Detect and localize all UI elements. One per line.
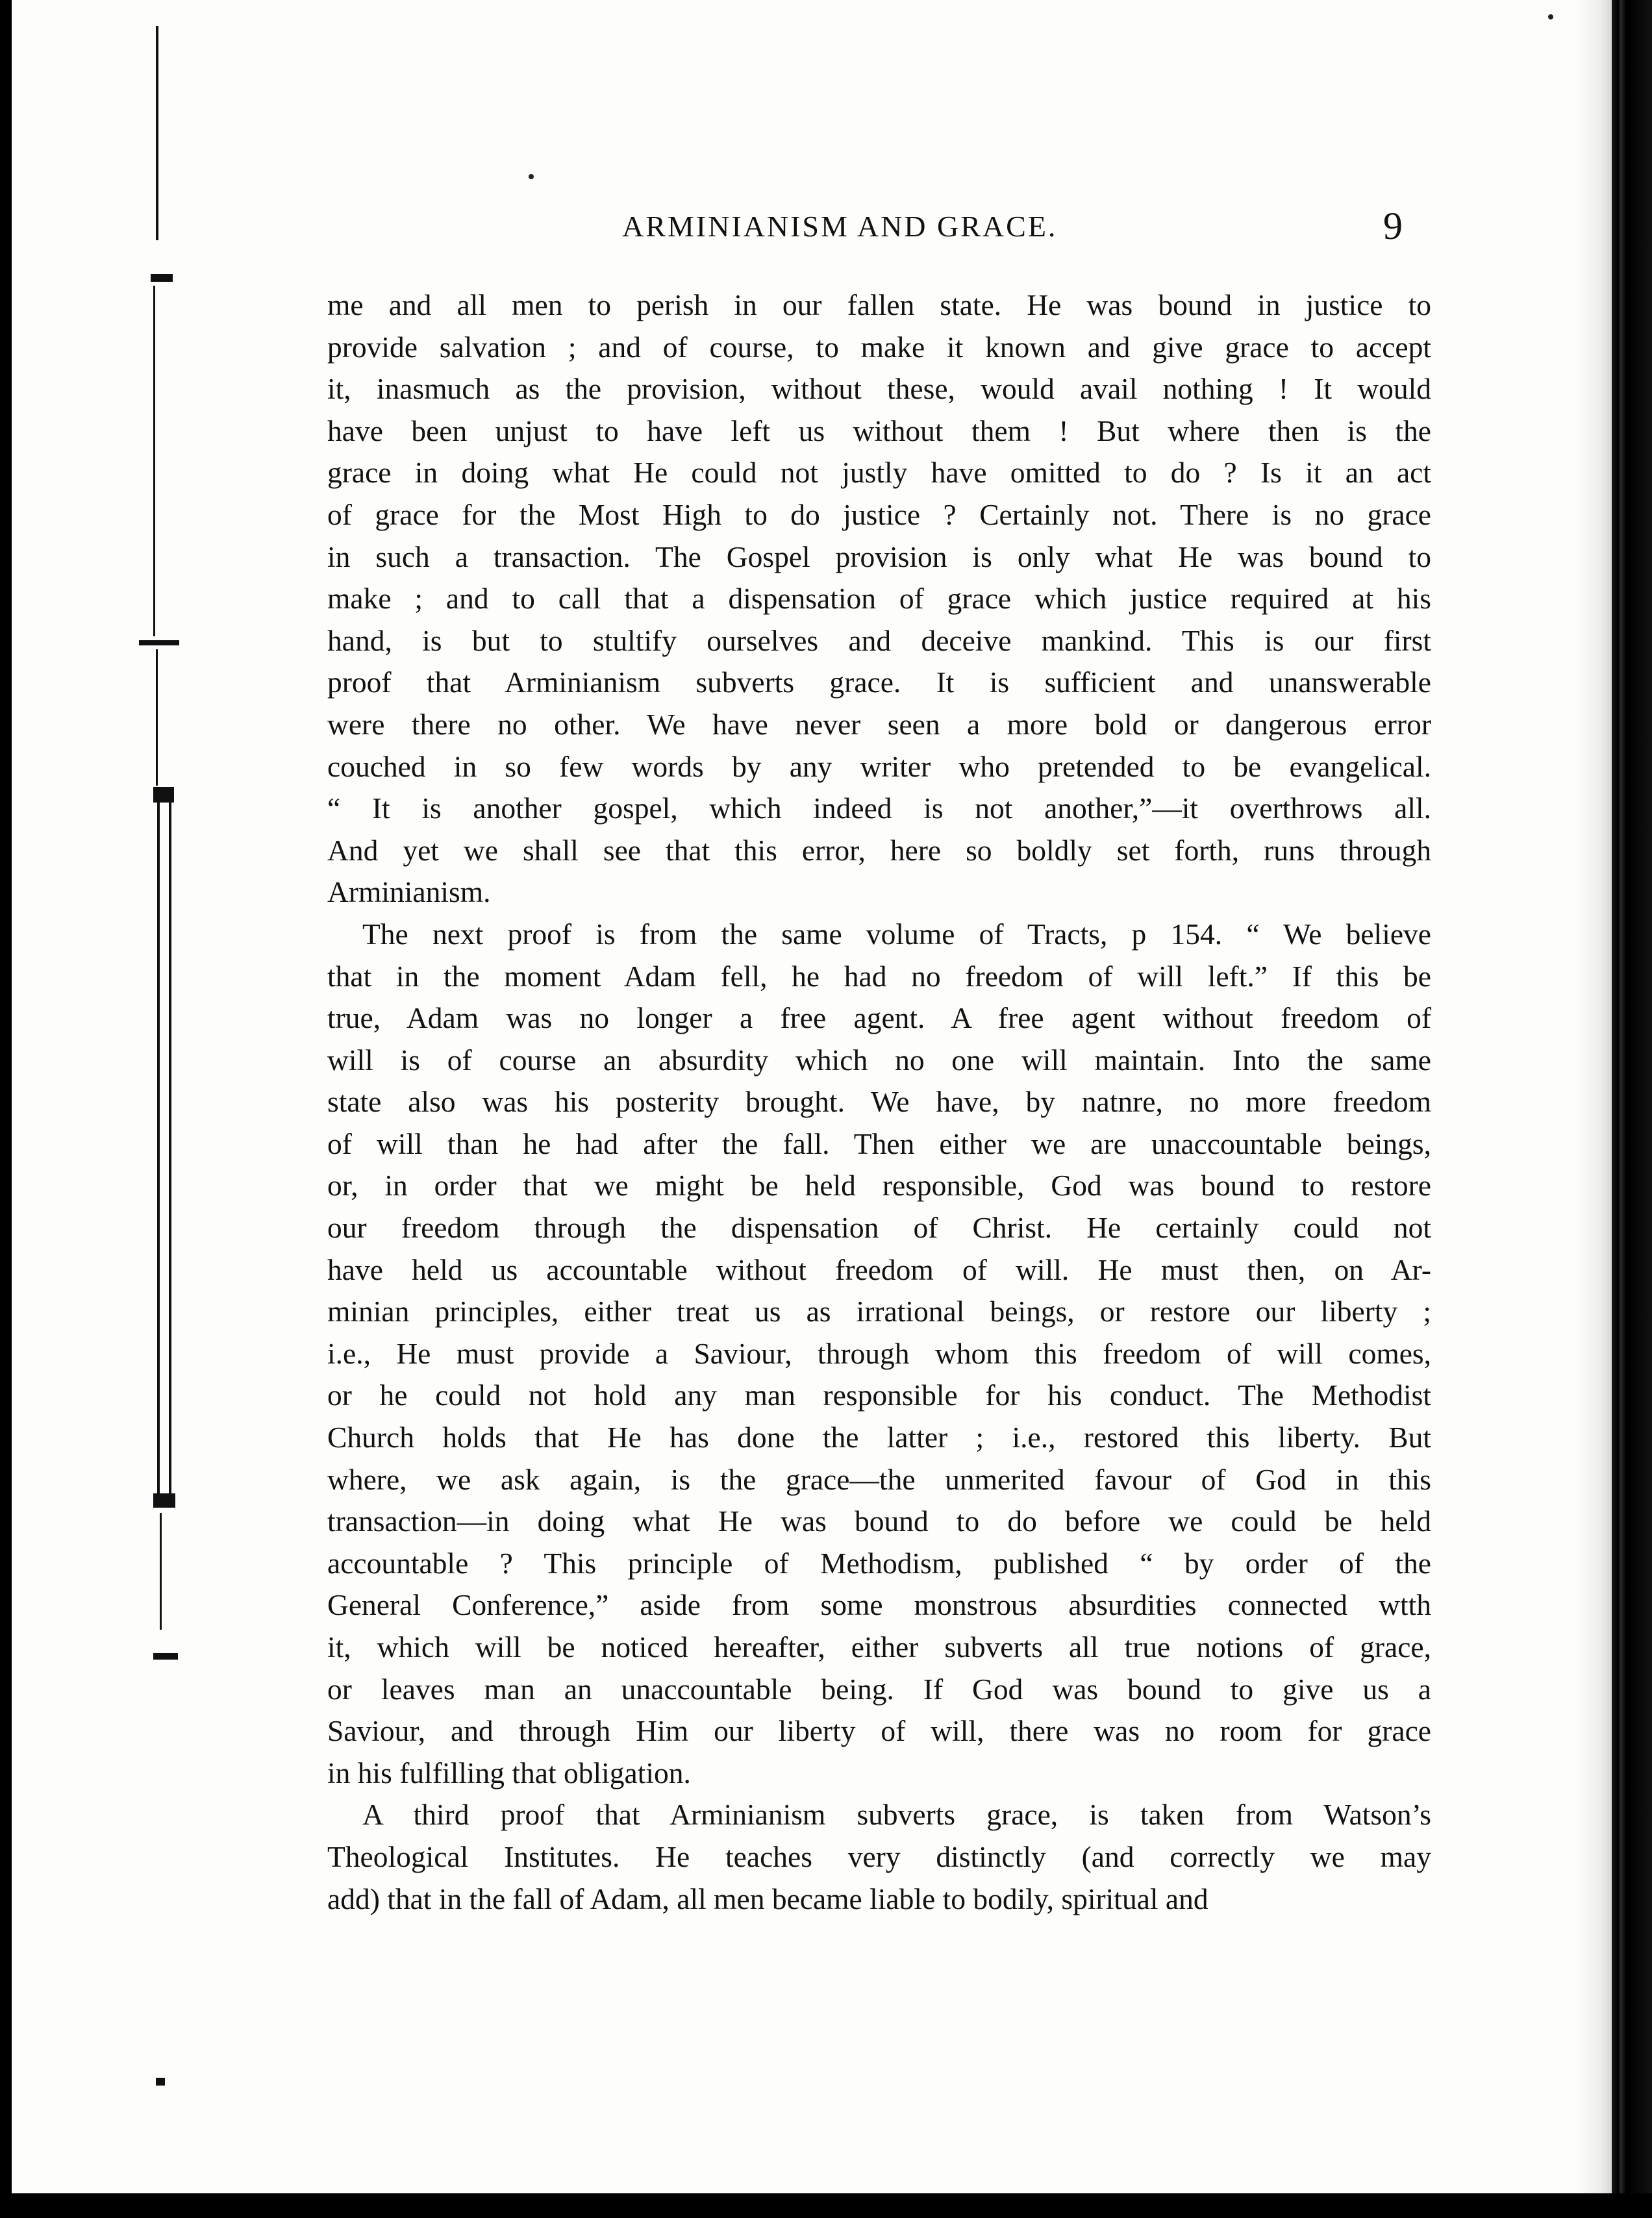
text-line: where, we ask again, is the grace—the unmerited favour of God in this [327,1462,1431,1496]
binding-mark [151,274,173,282]
text-line: our freedom through the dispensation of Christ. He certainly could not [327,1211,1431,1245]
gutter-rule [160,1513,162,1630]
text-line: The next proof is from the same volume of Tracts, p 154. “ We believe [362,917,1431,951]
text-line: Saviour, and through Him our liberty of will, there was no room for grace [327,1714,1431,1748]
text-line: in his fulfilling that obligation. [327,1756,691,1789]
text-line: that in the moment Adam fell, he had no freedom of will left.” If this be [327,959,1431,993]
binding-mark [153,1493,175,1508]
text-line: have held us accountable without freedom of will. He must then, on Ar- [327,1252,1431,1286]
text-line: state also was his posterity brought. We have, by natnre, no more freedom [327,1085,1431,1119]
text-line: Arminianism. [327,875,491,909]
text-line: true, Adam was no longer a free agent. A free agent without freedom of [327,1001,1431,1035]
binding-mark [139,640,179,645]
text-line: or he could not hold any man responsible for his conduct. The Methodist [327,1378,1431,1412]
paper-speck [529,174,534,179]
scan-border-bottom [0,2193,1652,2218]
scan-border-right [1612,0,1652,2218]
text-line: make ; and to call that a dispensation of grace which justice required at his [327,582,1431,616]
text-line: General Conference,” aside from some monstrous absurdities connected wtth [327,1588,1431,1622]
paragraph [327,1794,1431,1920]
text-line: “ It is another gospel, which indeed is not another,”—it overthrows all. [327,791,1431,825]
gutter-rule [153,286,155,636]
text-line: add) that in the fall of Adam, all men became liable to bodily, spiritual and [327,1882,1208,1915]
page-number: 9 [1383,205,1403,247]
text-line: or leaves man an unaccountable being. If God was bound to give us a [327,1672,1431,1706]
text-line: accountable ? This principle of Methodism, published “ by order of the [327,1546,1431,1580]
binding-mark [153,1653,178,1660]
gutter-rule [156,649,158,786]
text-line: of will than he had after the fall. Then either we are unaccountable beings, [327,1127,1431,1160]
paragraph [327,914,1431,1794]
text-line: it, which will be noticed hereafter, either subverts all true notions of grace, [327,1630,1431,1664]
text-line: or, in order that we might be held responsible, God was bound to restore [327,1169,1431,1202]
page-edge-shadow [1577,0,1616,2193]
text-line: Theological Institutes. He teaches very distinctly (and correctly we may [327,1839,1431,1873]
binding-thread [157,792,171,1506]
binding-mark [156,2078,165,2086]
text-line: it, inasmuch as the provision, without these, would avail nothing ! It would [327,372,1431,406]
text-line: provide salvation ; and of course, to make it known and give grace to accept [327,330,1431,364]
text-line: grace in doing what He could not justly have omitted to do ? Is it an act [327,456,1431,490]
text-line: couched in so few words by any writer who pretended to be evangelical. [327,749,1431,783]
text-line: hand, is but to stultify ourselves and deceive mankind. This is our first [327,623,1431,657]
gutter-rule [156,26,158,240]
binding-mark [153,787,174,803]
paragraph [327,284,1431,914]
text-line: me and all men to perish in our fallen state. He was bound in justice to [327,288,1431,321]
running-header: ARMINIANISM AND GRACE. [622,210,1058,243]
text-line: of grace for the Most High to do justice ? Certainly not. There is no grace [327,497,1431,531]
scanned-page [12,0,1616,2193]
body-text [327,284,1431,1920]
text-line: Church holds that He has done the latter ; i.e., restored this liberty. But [327,1421,1431,1454]
text-line: were there no other. We have never seen a more bold or dangerous error [327,707,1431,741]
text-line: will is of course an absurdity which no one will maintain. Into the same [327,1043,1431,1077]
text-line: in such a transaction. The Gospel provision is only what He was bound to [327,540,1431,573]
text-line: proof that Arminianism subverts grace. It is sufficient and unanswerable [327,666,1431,699]
text-line: transaction—in doing what He was bound to do before we could be held [327,1504,1431,1538]
paper-speck [1548,14,1553,19]
text-line: i.e., He must provide a Saviour, through whom this freedom of will comes, [327,1336,1431,1370]
text-line: A third proof that Arminianism subverts grace, is taken from Watson’s [362,1798,1431,1832]
text-line: have been unjust to have left us without them ! But where then is the [327,414,1431,447]
text-line: minian principles, either treat us as irrational beings, or restore our liberty ; [327,1295,1431,1328]
text-line: And yet we shall see that this error, here so boldly set forth, runs through [327,833,1431,867]
